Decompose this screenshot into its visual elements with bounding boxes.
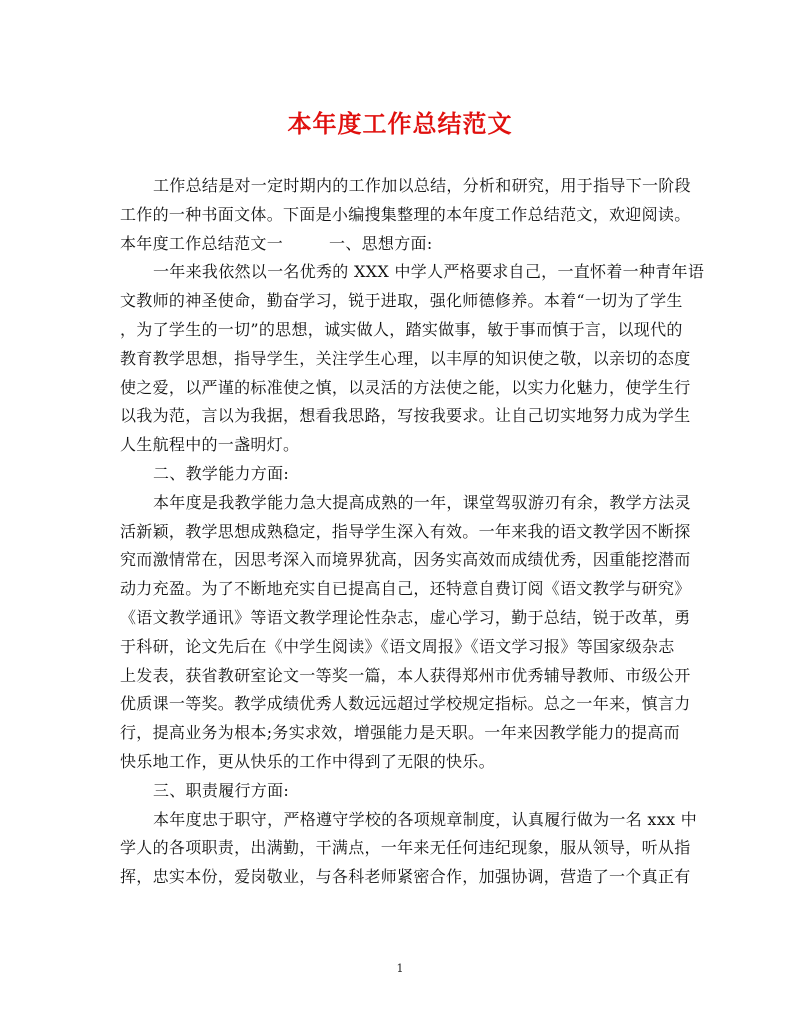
paragraph-line: ，为了学生的一切”的思想，诚实做人，踏实做事，敏于事而慎于言，以现代的 (120, 319, 683, 339)
paragraph-line: 快乐地工作，更从快乐的工作中得到了无限的快乐。 (120, 751, 495, 771)
document-body (120, 172, 705, 892)
paragraph-line: 《语文教学通讯》等语文教学理论性杂志，虚心学习，勤于总结，锐于改革，勇 (120, 607, 691, 627)
paragraph-line: 工作总结是对一定时期内的工作加以总结，分析和研究，用于指导下一阶段 (153, 176, 691, 195)
paragraph-line: 究而激情常在，因思考深入而境界犹高，因务实高效而成绩优秀，因重能挖潜而 (120, 550, 691, 570)
subtitle: 本年度工作总结范文一 (120, 233, 284, 253)
paragraph-line: 以我为范，言以为我据，想看我思路，写按我要求。让自己切实地努力成为学生 (120, 406, 691, 426)
paragraph-line: 人生航程中的一盏明灯。 (120, 435, 300, 455)
paragraph-line: 本年度忠于职守，严格遵守学校的各项规章制度，认真履行做为一名 xxx 中 (153, 809, 698, 829)
paragraph-line: 使之爱，以严谨的标准使之慎，以灵活的方法使之能，以实力化魅力，使学生行 (120, 377, 691, 397)
section-heading: 二、教学能力方面: (153, 463, 290, 483)
paragraph-line: 行，提高业务为根本;务实求效，增强能力是天职。一年来因教学能力的提高而 (120, 723, 680, 743)
paragraph-line: 一年来我依然以一名优秀的 XXX 中学人严格要求自己，一直怀着一种青年语 (153, 262, 705, 282)
page-number: 1 (396, 962, 404, 975)
section-heading-line (120, 230, 688, 259)
document-title: 本年度工作总结范文 (287, 109, 513, 138)
paragraph-line: 文教师的神圣使命，勤奋学习，锐于进取，强化师德修养。本着“一切为了学生 (120, 291, 683, 311)
paragraph-line: 于科研，论文先后在《中学生阅读》《语文周报》《语文学习报》等国家级杂志 (120, 636, 675, 656)
paragraph-line: 优质课一等奖。教学成绩优秀人数远远超过学校规定指标。总之一年来，慎言力 (120, 694, 691, 714)
section-heading: 三、职责履行方面: (153, 780, 290, 800)
section-heading: 一、思想方面: (329, 233, 433, 253)
paragraph-line: 上发表，获省教研室论文一等奖一篇，本人获得郑州市优秀辅导教师、市级公开 (120, 665, 691, 685)
paragraph-line: 教育教学思想，指导学生，关注学生心理，以丰厚的知识使之敬，以亲切的态度 (120, 348, 691, 368)
paragraph-line: 工作的一种书面文体。下面是小编搜集整理的本年度工作总结范文，欢迎阅读。 (120, 204, 691, 224)
paragraph-line: 动力充盈。为了不断地充实自已提高自己，还特意自费订阅《语文教学与研究》 (120, 579, 691, 599)
paragraph-line: 学人的各项职责，出满勤，干满点，一年来无任何违纪现象，服从领导，听从指 (120, 838, 691, 858)
paragraph-line: 活新颖，教学思想成熟稳定，指导学生深入有效。一年来我的语文教学因不断探 (120, 521, 691, 541)
paragraph-line: 本年度是我教学能力急大提高成熟的一年，课堂驾驭游刃有余，教学方法灵 (153, 492, 691, 512)
paragraph-line: 挥，忠实本份，爱岗敬业，与各科老师紧密合作，加强协调，营造了一个真正有 (120, 867, 691, 887)
